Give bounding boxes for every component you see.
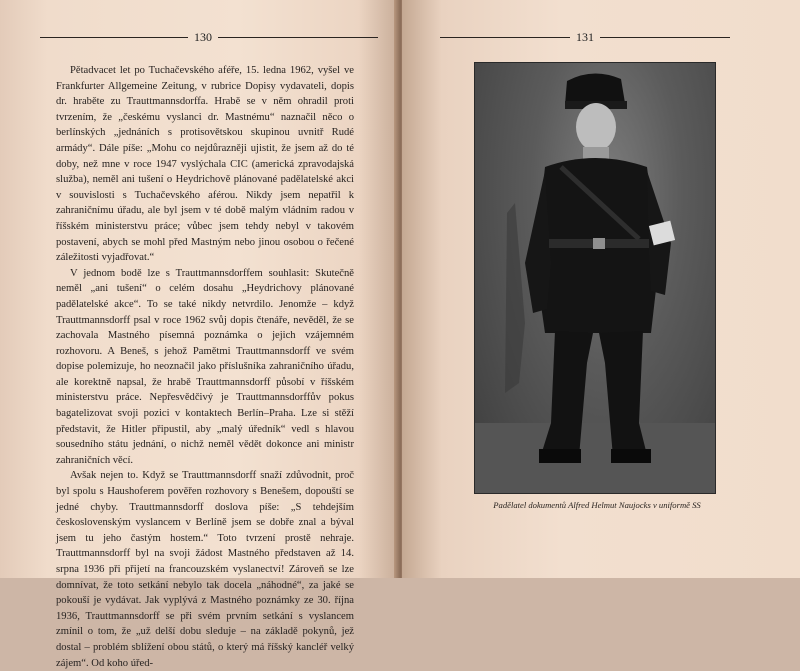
paragraph-2: V jednom bodě lze s Trauttmannsdorffem souhlasit: Skutečně neměl „ani tušení“ o celém dosahu „Heydrichovy plánované padělatelské akce“. To se také nikdy netvrdilo. Jenomže – když Trauttmannsdorff psal v roce 1962 svůj dopis čtenáře, nevěděl, že se zachovala Mastného písemná poznámka o jejich vzájemném rozhovoru. A Beneš, s jehož Pamětmi Trauttmannsdorff ve svém dopise polemizuje, ho neoznačil jako příslušníka zahraničního úřadu, ale korektně napsal, že hrabě Trauttmannsdorff působí v říšském ministerstvu práce. Nepřesvědčivý je Trauttmannsdorffův pokus bagatelizovat svoji pozici v kontaktech Berlín–Praha. Lze si stěží představit, že Hitler připustil, aby „malý úředník“ vedl s hlavou sousedního státu jednání, o nichž neměl vědět dokonce ani ministr zahraničních věcí. [56, 267, 354, 466]
paragraph-3: Avšak nejen to. Když se Trauttmannsdorff snaží zdůvodnit, proč byl spolu s Haushoferem pověřen rozhovory s Benešem, dopouští se jedné chyby. Trauttmannsdorff doslova píše: „S tehdejším československým vyslancem v Berlíně jsem se dobře znal a býval jsem tu jeho častým hostem.“ Toto tvrzení prostě nehraje. Trauttmannsdorff byl na svoji žádost Mastného představen až 14. srpna 1936 při přijetí na francouzském vyslanectví! Zároveň se lze domnívat, že toto setkání nebylo tak docela „náhodné“, za jaké se pokouší je vydávat. Jak vyplývá z Mastného poznámky ze 30. října 1936, Trauttmannsdorff se při svém prvním setkání s vyslancem zmínil o tom, že „už delší dobu sleduje – na základě pokynů, jež dostal – problém sblížení obou států, o který má říšský kancléř velký zájem“. Od koho úřed- [56, 470, 354, 669]
left-page-body [56, 63, 354, 671]
header-rule [440, 37, 570, 38]
header-rule [218, 37, 378, 38]
header-rule [600, 37, 730, 38]
paragraph-1: Pětadvacet let po Tuchačevského aféře, 15. ledna 1962, vyšel ve Frankfurter Allgemeine Zeitung, v rubrice Dopisy vydavateli, dopis dr. hraběte zu Trauttmannsdorffa. Hrabě se v něm ohradil proti tvrzením, že „českému vyslanci dr. Mastnému“ naznačil něco o berlínských „jednáních s protisovětskou skupinou uvnitř Rudé armády“. Dále píše: „Mohu co nejdůrazněji ujistit, že jsem až do té doby, než mne v roce 1947 vyslýchala CIC (americká zpravodajská služba), neměl ani tušení o Heydrichově plánované padělatelské akci v souvislosti s Tuchačevského aférou. Nikdy jsem nepatřil k zahraničnímu úřadu, ale byl jsem v té době malým vládním radou v říšském ministerstvu práce; vůbec jsem tehdy nebyl v takovém postavení, abych se mohl před Mastným nebo jinou osobou o řečené záležitosti vyjadřovat.“ [56, 65, 354, 264]
page-number-left: 130 [194, 30, 212, 44]
left-page [0, 0, 398, 669]
uniform-portrait-photo [474, 62, 716, 494]
right-page-header [440, 30, 740, 45]
portrait-figure-illustration [475, 63, 715, 493]
photo-caption: Padělatel dokumentů Alfred Helmut Naujocks v uniformě SS [493, 500, 701, 510]
left-page-header [40, 30, 380, 45]
page-number-right: 131 [576, 30, 594, 44]
header-rule [40, 37, 188, 38]
